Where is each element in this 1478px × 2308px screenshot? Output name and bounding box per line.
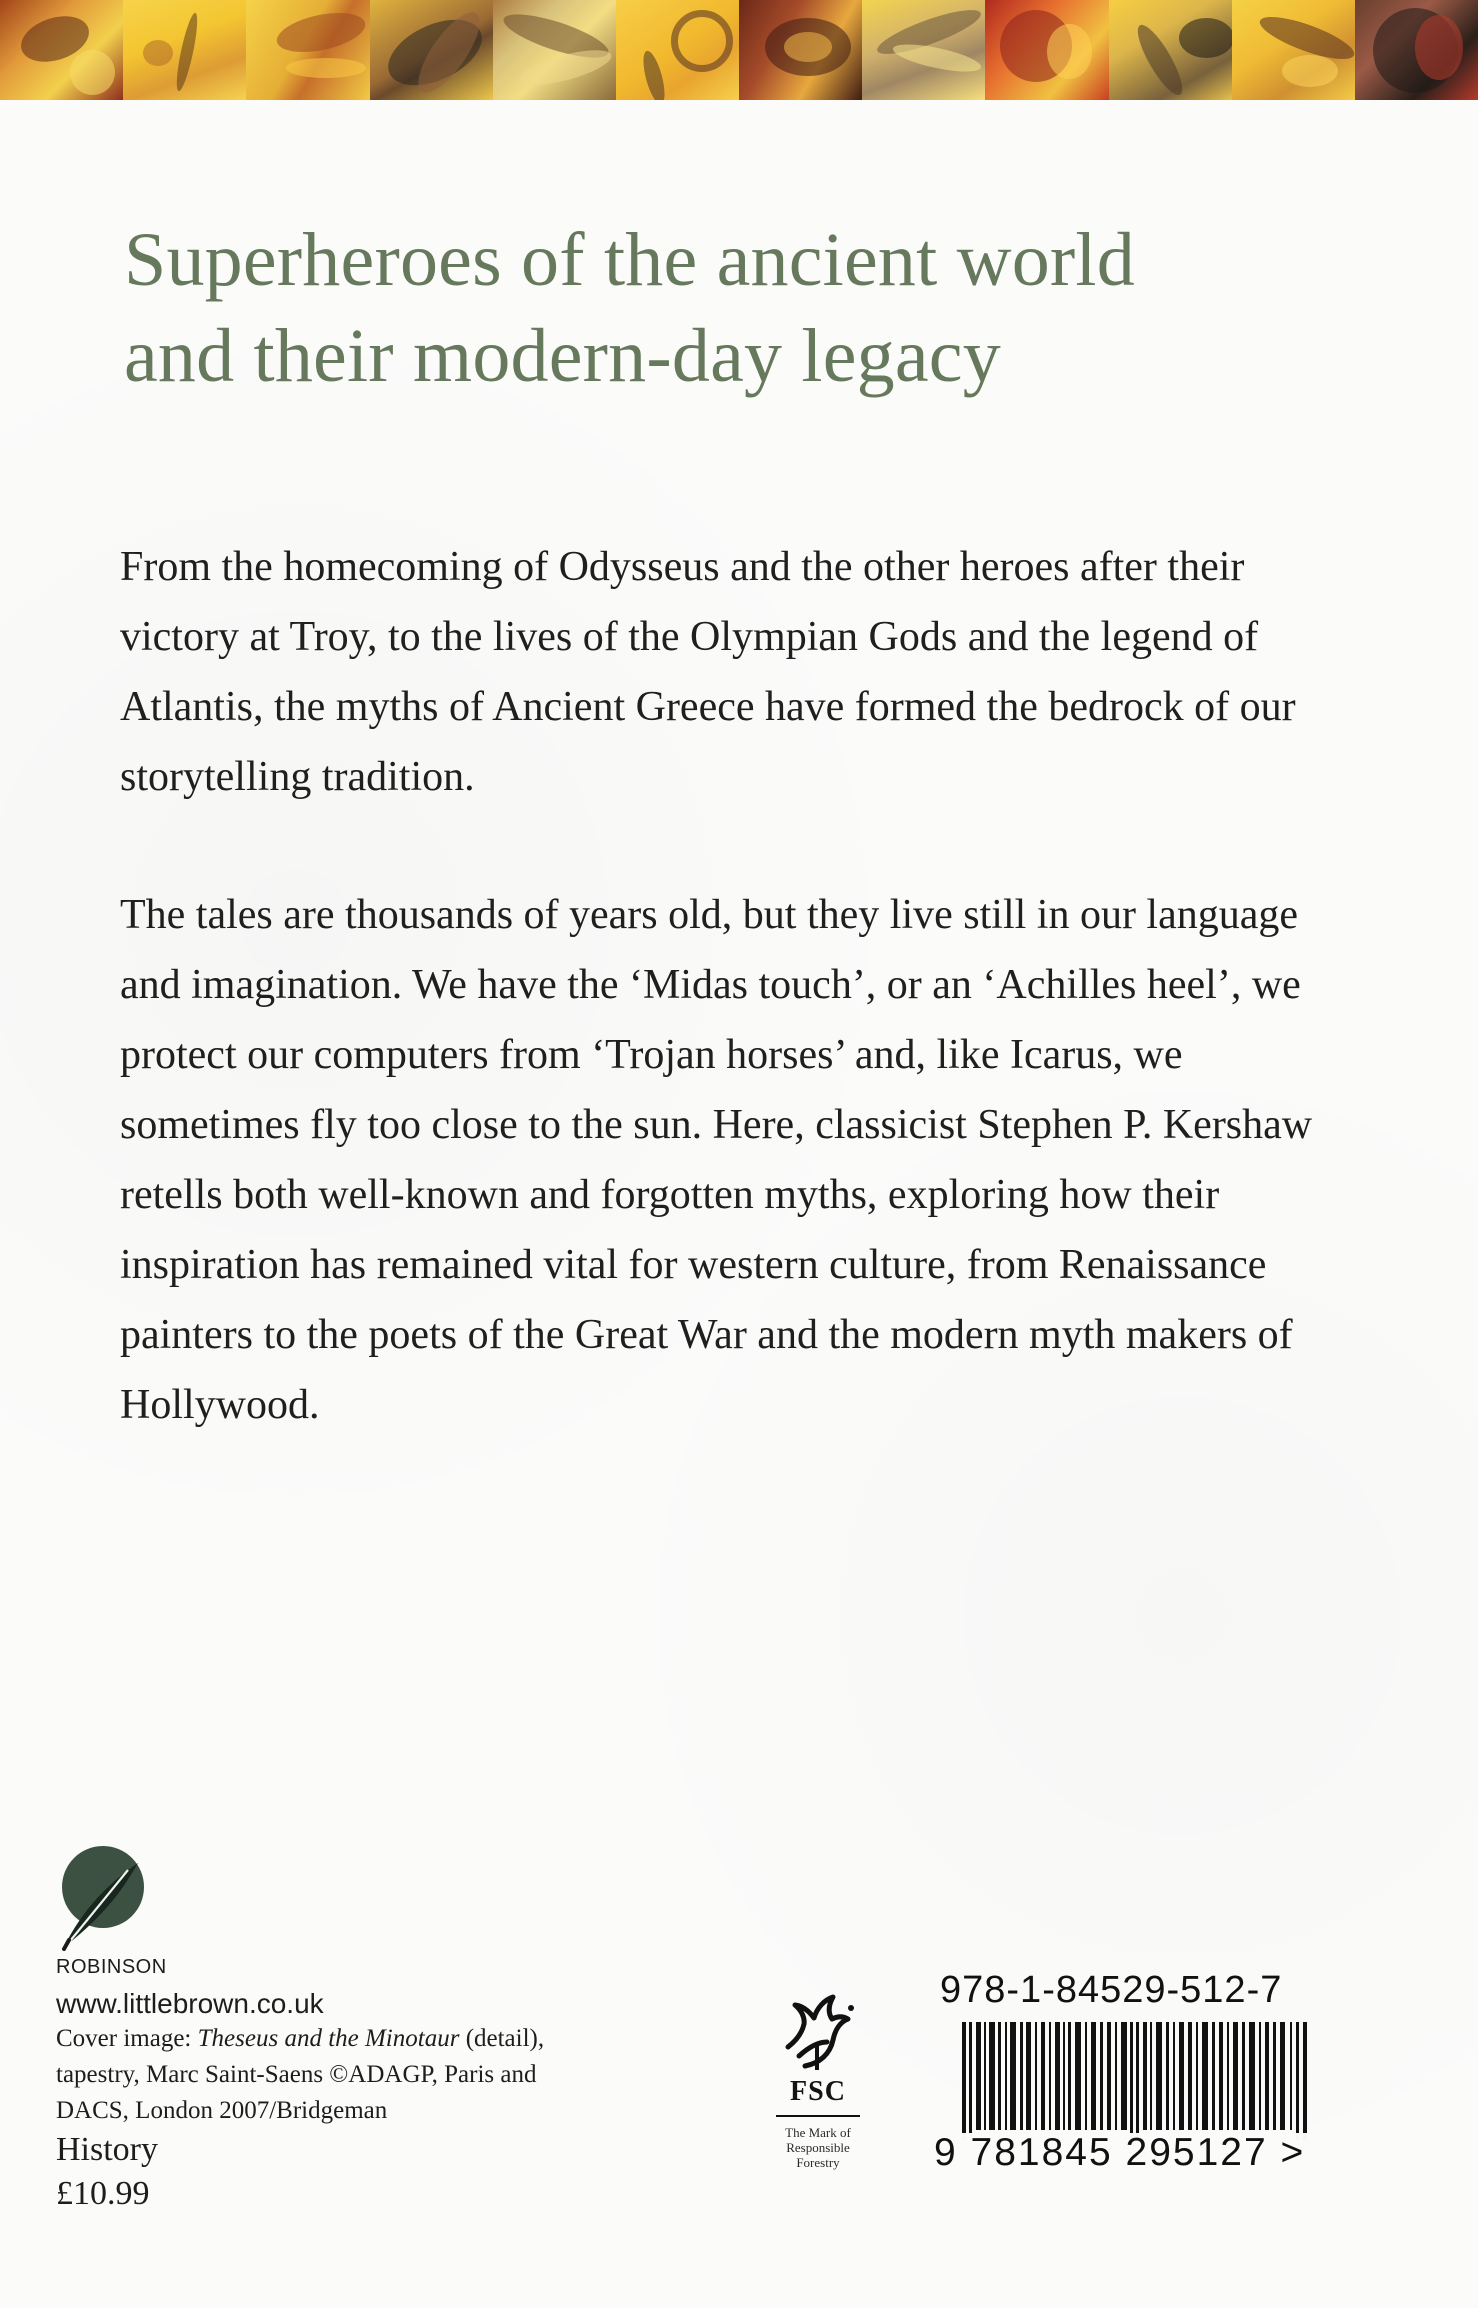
fsc-certification xyxy=(768,1988,868,2188)
publisher-imprint xyxy=(56,1845,616,2217)
art-tile xyxy=(0,0,123,100)
cover-credit-suffix: (detail), xyxy=(465,2025,545,2052)
cover-headline xyxy=(124,212,1304,404)
art-tile xyxy=(1355,0,1478,100)
art-tile xyxy=(246,0,369,100)
art-tile xyxy=(1232,0,1355,100)
art-tile xyxy=(1109,0,1232,100)
cover-credit-prefix: Cover image: xyxy=(56,2025,192,2052)
isbn-barcode-block xyxy=(914,1970,1334,2190)
cover-credit-line-1 xyxy=(56,2021,616,2057)
publisher-website-link[interactable]: www.littlebrown.co.uk xyxy=(56,1988,324,2019)
barcode xyxy=(914,2022,1334,2186)
art-tile xyxy=(616,0,739,100)
art-tile xyxy=(370,0,493,100)
isbn-number: 978-1-84529-512-7 xyxy=(940,1969,1283,2011)
book-price: £10.99 xyxy=(56,2175,150,2212)
art-tile xyxy=(862,0,985,100)
cover-credit-line-3: DACS, London 2007/Bridgeman xyxy=(56,2097,388,2124)
blurb-paragraph-1: From the homecoming of Odysseus and the other heroes after their victory at Troy, to the lives of the Olympian Gods and the legend of Atlantis, the myths of Ancient Greece have formed the bedrock of our storytelling tradition. xyxy=(120,544,1296,800)
cover-credit-line-2: tapestry, Marc Saint-Saens ©ADAGP, Paris and xyxy=(56,2061,537,2088)
fsc-divider xyxy=(776,2115,860,2117)
art-tile xyxy=(123,0,246,100)
art-tile xyxy=(493,0,616,100)
art-tile xyxy=(739,0,862,100)
cover-credit-title: Theseus and the Minotaur xyxy=(197,2025,460,2052)
publisher-name: ROBINSON xyxy=(56,1956,167,1978)
fsc-tagline: The Mark of Responsible Forestry xyxy=(785,2125,851,2170)
cover-credit xyxy=(56,2021,616,2129)
mythology-art-banner xyxy=(0,0,1478,100)
barcode-digits: 9 781845 295127 > xyxy=(934,2131,1306,2174)
blurb-paragraph-2: The tales are thousands of years old, but they live still in our language and imagination. We have the ‘Midas touch’, or an ‘Achilles heel’, we protect our computers from ‘Trojan horses’ and, like Icarus, we sometimes fly too close to the sun. Here, classicist Stephen P. Kershaw retells both well-known and forgotten myths, exploring how their inspiration has remained vital for western culture, from Renaissance painters to the poets of the Great War and the modern myth makers of Hollywood. xyxy=(120,892,1313,1428)
leaf-logo-icon xyxy=(56,1845,166,1953)
fsc-label: FSC xyxy=(790,2076,846,2107)
fsc-tree-icon xyxy=(771,1988,865,2080)
headline-line-1: Superheroes of the ancient world xyxy=(124,218,1135,302)
headline-line-2: and their modern-day legacy xyxy=(124,314,1001,398)
barcode-icon xyxy=(962,2022,1312,2140)
art-tile xyxy=(985,0,1108,100)
book-category: History xyxy=(56,2131,158,2168)
